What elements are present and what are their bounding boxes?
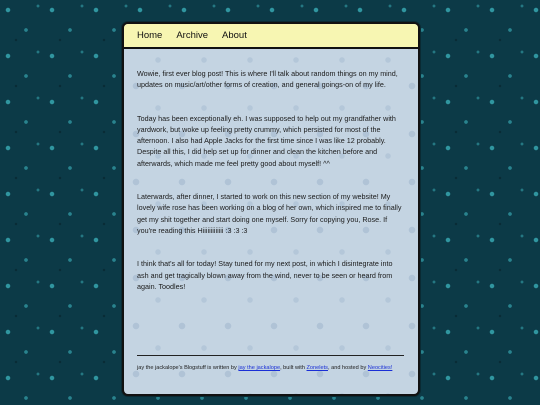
zonelets-link[interactable]: Zonelets bbox=[306, 365, 328, 371]
footer-divider bbox=[137, 355, 404, 356]
footer-prefix-text: jay the jackalope's Blogstuff is written by bbox=[137, 365, 239, 371]
footer-built-text: , built with bbox=[280, 365, 307, 371]
nav-archive-link[interactable]: Archive bbox=[176, 30, 209, 41]
post-paragraph: I think that's all for today! Stay tuned for my next post, in which I disintegrate into ash and get tragically blown away from the wind, never to be seen or heard from again. Toodles! bbox=[137, 259, 393, 291]
footer-hosted-text: , and hosted by bbox=[327, 365, 368, 371]
post-paragraph: Wowie, first ever blog post! This is where I'll talk about random things on my mind, updates on music/art/other forms of creation, and general goings-on of my life. bbox=[137, 69, 398, 90]
neocities-link[interactable]: Neocities! bbox=[367, 365, 393, 371]
navbar bbox=[124, 24, 418, 49]
post-paragraph: Today has been exceptionally eh. I was supposed to help out my grandfather with yardwork, but woke up feeling pretty crummy, which persisted for most of the afternoon. I also had Apple Jacks for the first time since I was like 12 probably. Despite all this, I did help set up for dinner and clean the kitchen before and afterwards, which made me feel pretty good about myself! ^^ bbox=[137, 113, 396, 168]
nav-home-link[interactable]: Home bbox=[137, 30, 163, 41]
blog-container bbox=[122, 22, 420, 396]
nav-about-link[interactable]: About bbox=[222, 30, 247, 41]
blog-post bbox=[124, 49, 418, 292]
footer bbox=[137, 364, 406, 373]
post-paragraph: Laterwards, after dinner, I started to work on this new section of my website! My lovely wife rose has been working on a blog of her own, which inspired me to finally get my shit together and start doing one myself. Sorry for copying you, Rose. If you're reading this Hiiiiiiiiiiiii :3 :3 :3 bbox=[137, 192, 402, 235]
author-link[interactable]: jay the jackalope bbox=[238, 365, 281, 371]
